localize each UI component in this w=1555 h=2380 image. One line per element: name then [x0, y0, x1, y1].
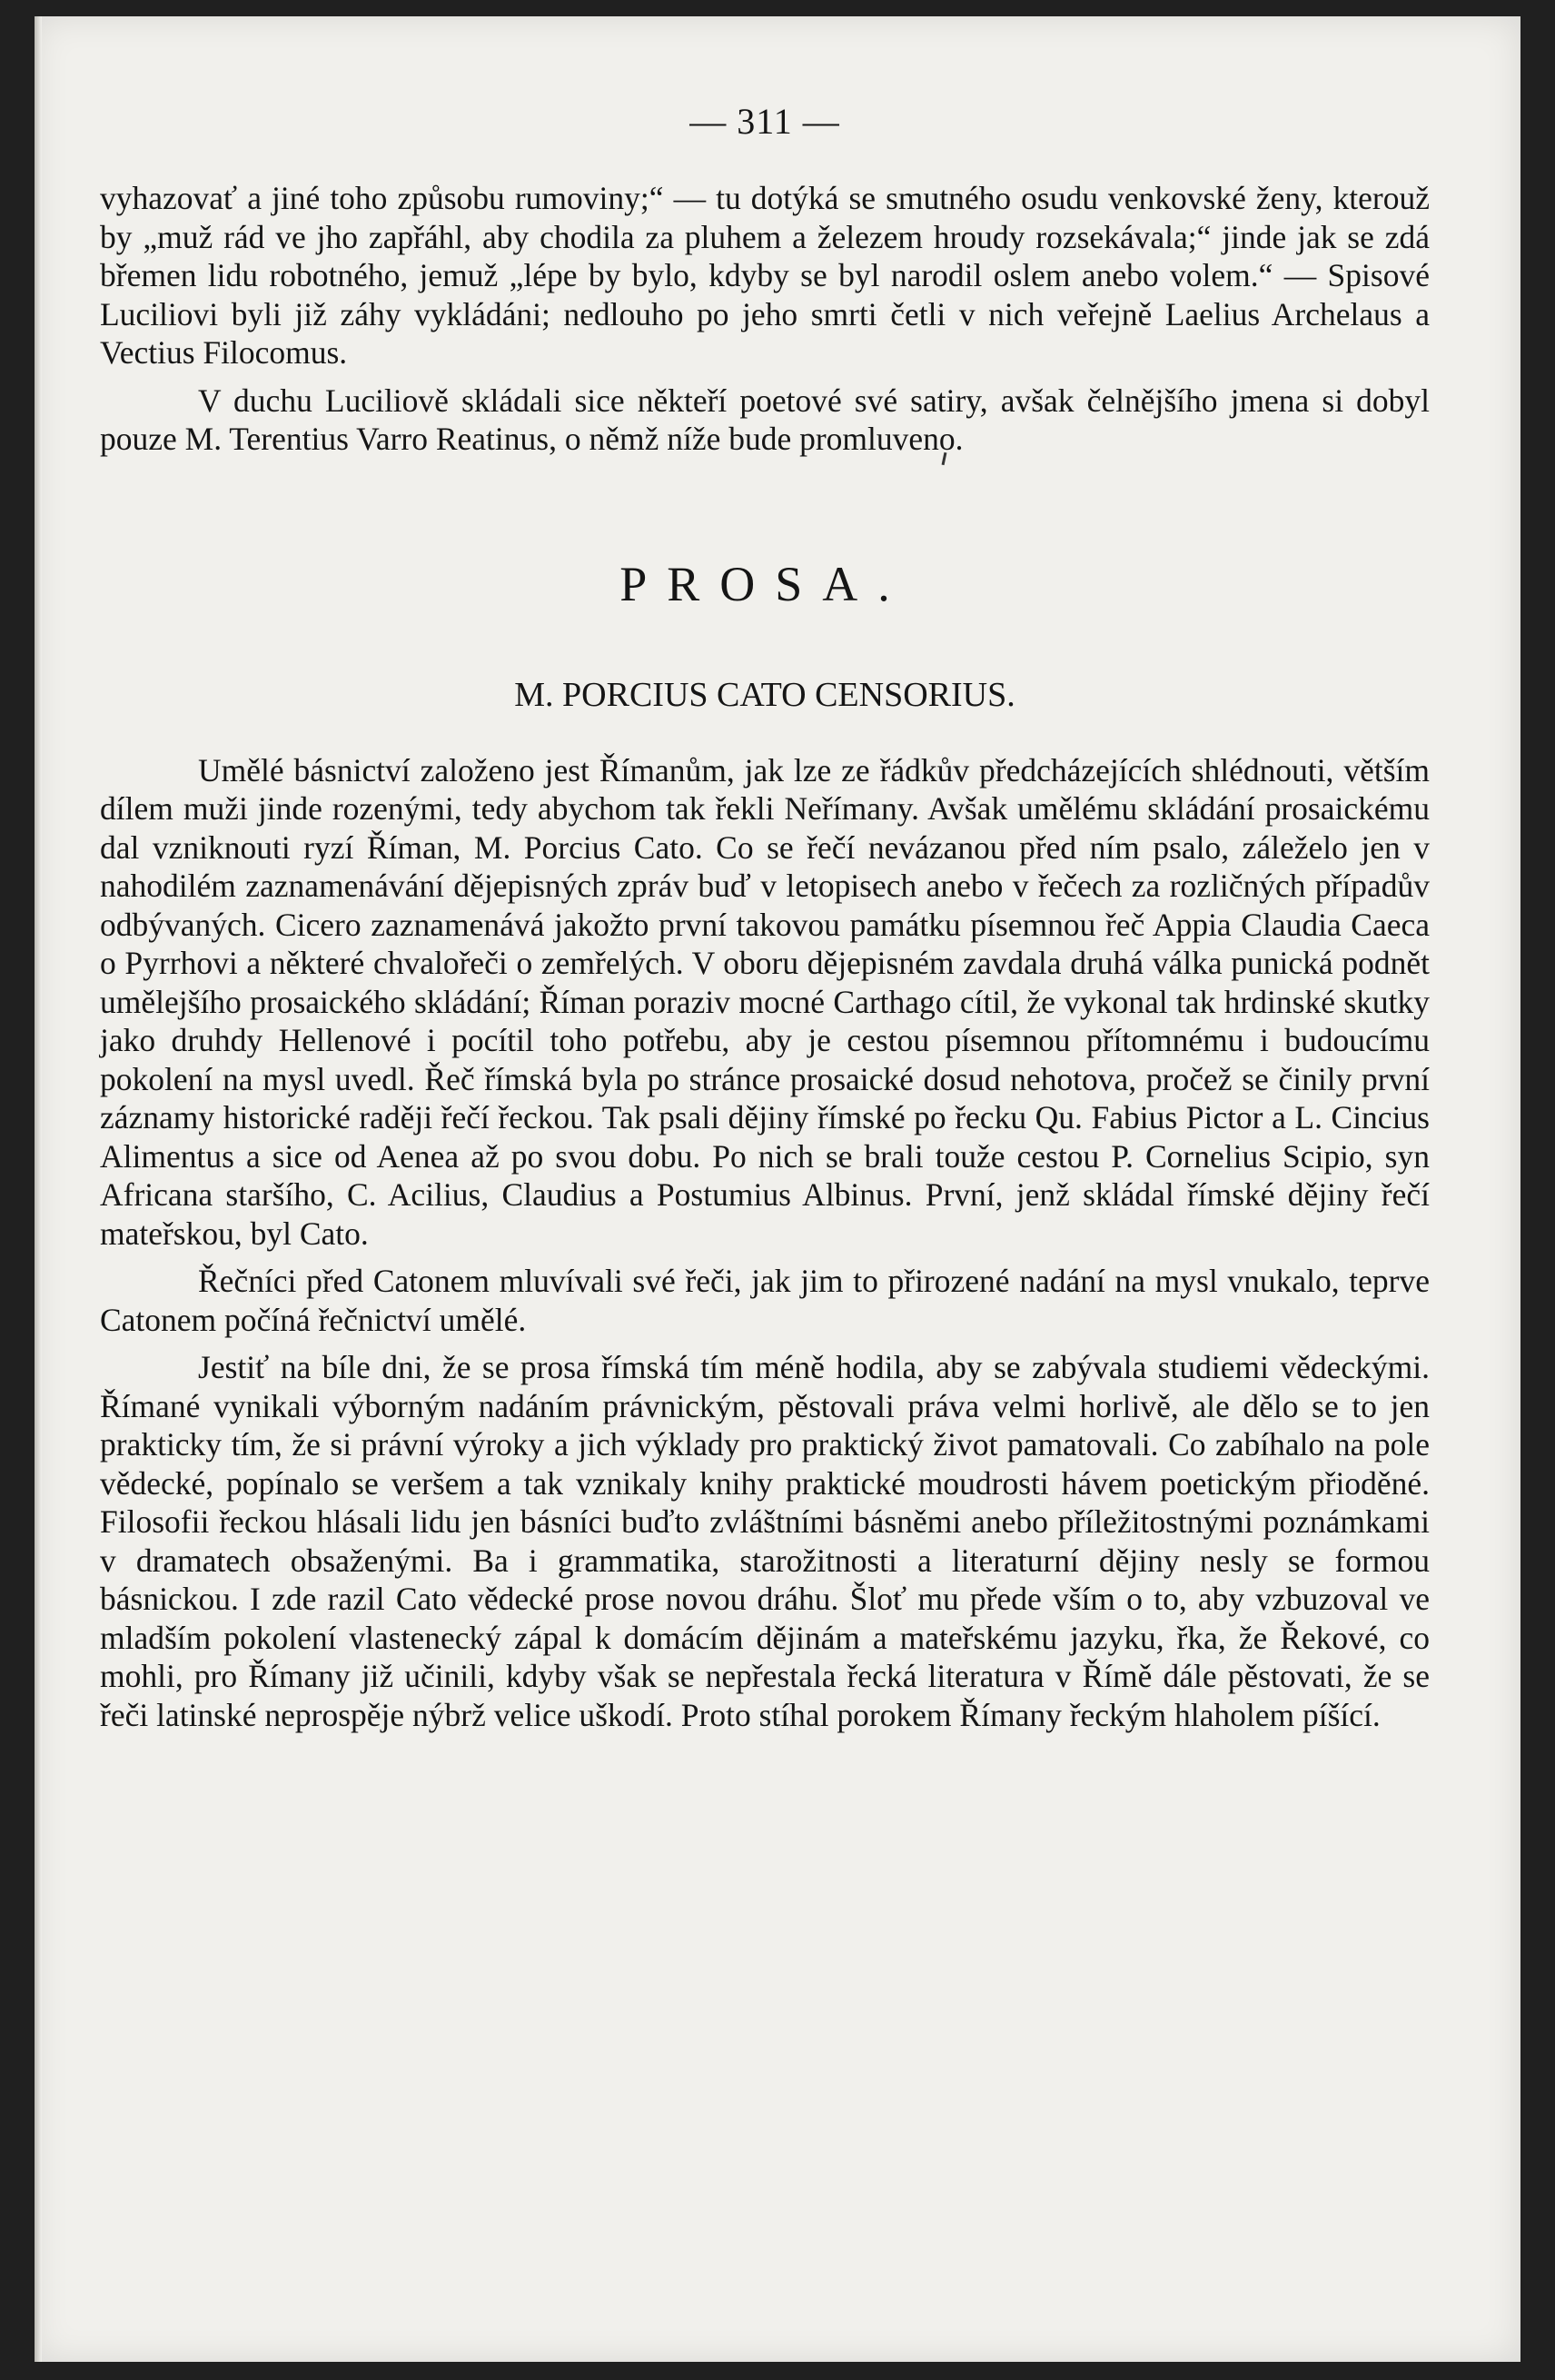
page-content — [100, 100, 1430, 1734]
book-page — [35, 16, 1520, 2362]
section-title: PROSA. — [619, 556, 910, 611]
page-number: — 311 — — [689, 101, 840, 142]
paragraph-lucilius-works: vyhazovať a jiné toho způsobu rumoviny;“ — tu dotýká se smutného osudu venkovské ženy, kterouž by „muž rád ve jho zapřáhl, aby chodila za pluhem a železem hroudy rozsekávala;“ jinde jak se zdá břemen lidu robotného, jemuž „lépe by bylo, kdyby se byl narodil oslem anebo volem.“ — Spisové Luciliovi byli již záhy vykládáni; nedlouho po jeho smrti četli v nich veřejně Laelius Archelaus a Vectius Filocomus. — [100, 180, 1430, 371]
paragraph-cato-science: Jestiť na bíle dni, že se prosa římská tím méně hodila, aby se zabývala studiemi vědeckými. Římané vynikali výborným nadáním právnickým, pěstovali práva velmi horlivě, ale dělo se to jen prakticky tím, že si právní výroky a jich výklady pro praktický život pamatovali. Co zabíhalo na pole vědecké, popínalo se veršem a tak vznikaly knihy praktické moudrosti hávem poetickým přioděné. Filosofii řeckou hlásali lidu jen básníci buďto zvláštními básněmi anebo příležitostnými poznámkami v dramatech obsaženými. Ba i grammatika, starožitnosti a literaturní dějiny nesly se formou básnickou. I zde razil Cato vědecké prose novou dráhu. Šloť mu přede vším o to, aby vzbuzoval ve mladším pokolení vlastenecký zápal k domácím dějinám a mateřskému jazyku, řka, že Řekové, co mohli, pro Římany již učinili, kdyby však se nepřestala řecká literatura v Římě dále pěstovati, že se řeči latinské neprospěje nýbrž velice uškodí. Proto stíhal porokem Římany řeckým hlaholem píšící. — [100, 1349, 1430, 1733]
chapter-title: M. PORCIUS CATO CENSORIUS. — [514, 675, 1015, 714]
paragraph-lucilius-followers: V duchu Luciliově skládali sice někteří poetové své satiry, avšak čelnějšího jmena si dobyl pouze M. Terentius Varro Reatinus, o němž níže bude promluveno. — [100, 382, 1430, 457]
paragraph-cato-oratory: Řečníci před Catonem mluvívali své řeči, jak jim to přirozené nadání na mysl vnukalo, teprve Catonem počíná řečnictví umělé. — [100, 1263, 1430, 1338]
page-edge-shadow — [35, 16, 42, 2362]
paragraph-cato-origins: Umělé básnictví založeno jest Římanům, jak lze ze řádkův předcházejících shlédnouti, větším dílem muži jinde rozenými, tedy abychom tak řekli Neřímany. Avšak umělému skládání prosaickému dal vzniknouti ryzí Říman, M. Porcius Cato. Co se řečí nevázanou před ním psalo, záleželo jen v nahodilém zaznamenávání dějepisných zpráv buď v letopisech anebo v řečech za rozličných případův odbývaných. Cicero zaznamenává jakožto první takovou památku písemnou řeč Appia Claudia Caeca o Pyrrhovi a některé chvalořeči o zemřelých. V oboru dějepisném zavdala druhá válka punická podnět umělejšího prosaického skládání; Říman poraziv mocné Carthago cítil, že vykonal tak hrdinské skutky jako druhdy Hellenové i pocítil toho potřebu, aby je cestou písemnou přítomnému i budoucímu pokolení na mysl uvedl. Řeč římská byla po stránce prosaické dosud nehotova, pročež se činily první záznamy historické raději řečí řeckou. Tak psali dějiny římské po řecku Qu. Fabius Pictor a L. Cincius Alimentus a sice od Aenea až po svou dobu. Po nich se brali touže cestou P. Cornelius Scipio, syn Africana staršího, C. Acilius, Claudius a Postumius Albinus. První, jenž skládal římské dějiny řečí mateřskou, byl Cato. — [100, 751, 1430, 1252]
